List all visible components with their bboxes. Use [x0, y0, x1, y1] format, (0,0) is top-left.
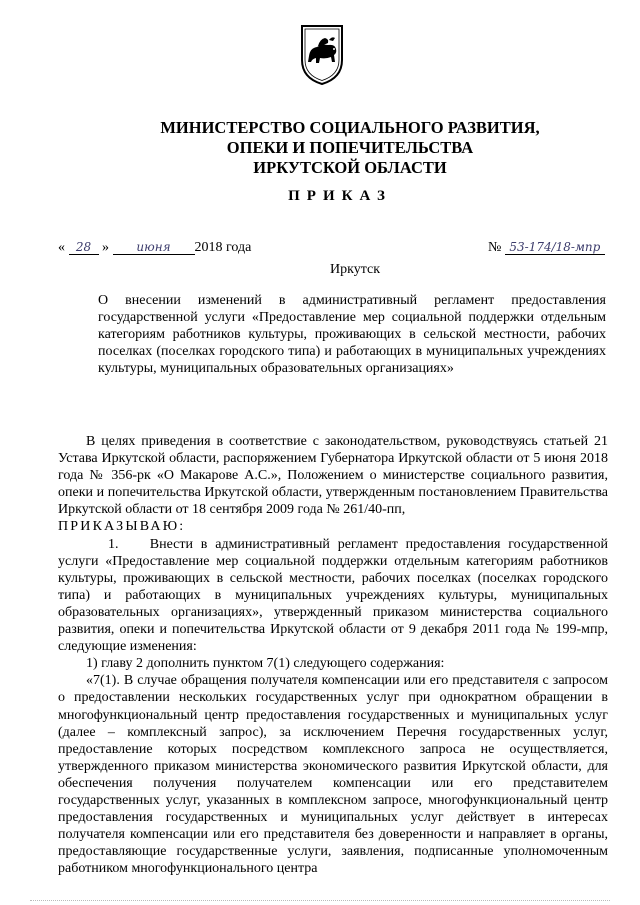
order-month: июня	[113, 240, 195, 255]
ministry-name	[150, 118, 550, 178]
order-subject	[98, 292, 606, 377]
number-sign: №	[488, 240, 502, 255]
order-day: 28	[69, 240, 99, 255]
order-date	[58, 240, 251, 256]
day-open-quote: «	[58, 240, 65, 255]
order-body	[58, 433, 608, 877]
item-1-paragraph: 1. Внести в административный регламент предоставления государственной услуги «Предоставление мер социальной поддержки отдельным категориям работников культуры, проживающих в сельской местности, рабочих поселках (поселках городского типа) и работающих в муниципальных учреждениях культуры, муниципальных образовательных организациях», утвержденный приказом министерства социального развития, опеки и попечительства Иркутской области от 9 декабря 2011 года № 199-мпр, следующие изменения:	[58, 536, 608, 655]
subject-text: О внесении изменений в административный регламент предоставления государственной услуги «Предоставление мер социальной поддержки отдельным категориям работников культуры, проживающих в сельской местности, рабочих поселках (поселках городского типа) и работающих в муниципальных учреждениях культуры, муниципальных образовательных организациях»	[98, 293, 606, 376]
order-directive: ПРИКАЗЫВАЮ:	[58, 519, 186, 535]
preamble-paragraph: В целях приведения в соответствие с законодательством, руководствуясь статьей 21 Устава Иркутской области, распоряжением Губернатора Иркутской области от 5 июня 2018 года № 356-рк «О Макарове А.С.», Положением о министерстве социального развития, опеки и попечительства Иркутской области, утвержденным постановлением Правительства Иркутской области от 18 сентября 2009 года № 261/40-пп,	[58, 434, 608, 518]
day-close-quote: »	[102, 240, 109, 255]
page-bottom-edge	[30, 900, 610, 902]
document-type-title: ПРИКАЗ	[288, 188, 392, 204]
ministry-line-1: МИНИСТЕРСТВО СОЦИАЛЬНОГО РАЗВИТИЯ,	[160, 118, 540, 137]
order-year: 2018 года	[194, 240, 252, 255]
subitem-1-paragraph: 1) главу 2 дополнить пунктом 7(1) следующего содержания:	[86, 656, 445, 672]
irkutsk-region-coat-of-arms-emblem	[298, 22, 346, 86]
order-number	[488, 240, 605, 256]
quoted-amendment-paragraph: «7(1). В случае обращения получателя компенсации или его представителя с запросом о предоставлении нескольких государственных услуг при однократном обращении в многофункциональный центр предоставления государственных и муниципальных услуг (далее – комплексный запрос), за исключением Перечня государственных услуг, предоставление которых посредством комплексного запроса не осуществляется, утвержденного приказом министерства экономического развития Иркутской области, для обеспечения получения получателем компенсации или его представителем государственных услуг, указанных в комплексном запросе, многофункциональный центр предоставления государственных и муниципальных услуг действует в интересах получателя компенсации или его представителя без доверенности и направляет в органы, предоставляющие государственные услуги, заявления, подписанные уполномоченным работником многофункционального центра	[58, 673, 608, 877]
order-city: Иркутск	[330, 262, 381, 277]
order-number-value: 53-174/18-мпр	[505, 240, 605, 255]
ministry-line-3: ИРКУТСКОЙ ОБЛАСТИ	[253, 158, 447, 177]
ministry-line-2: ОПЕКИ И ПОПЕЧИТЕЛЬСТВА	[226, 138, 474, 157]
